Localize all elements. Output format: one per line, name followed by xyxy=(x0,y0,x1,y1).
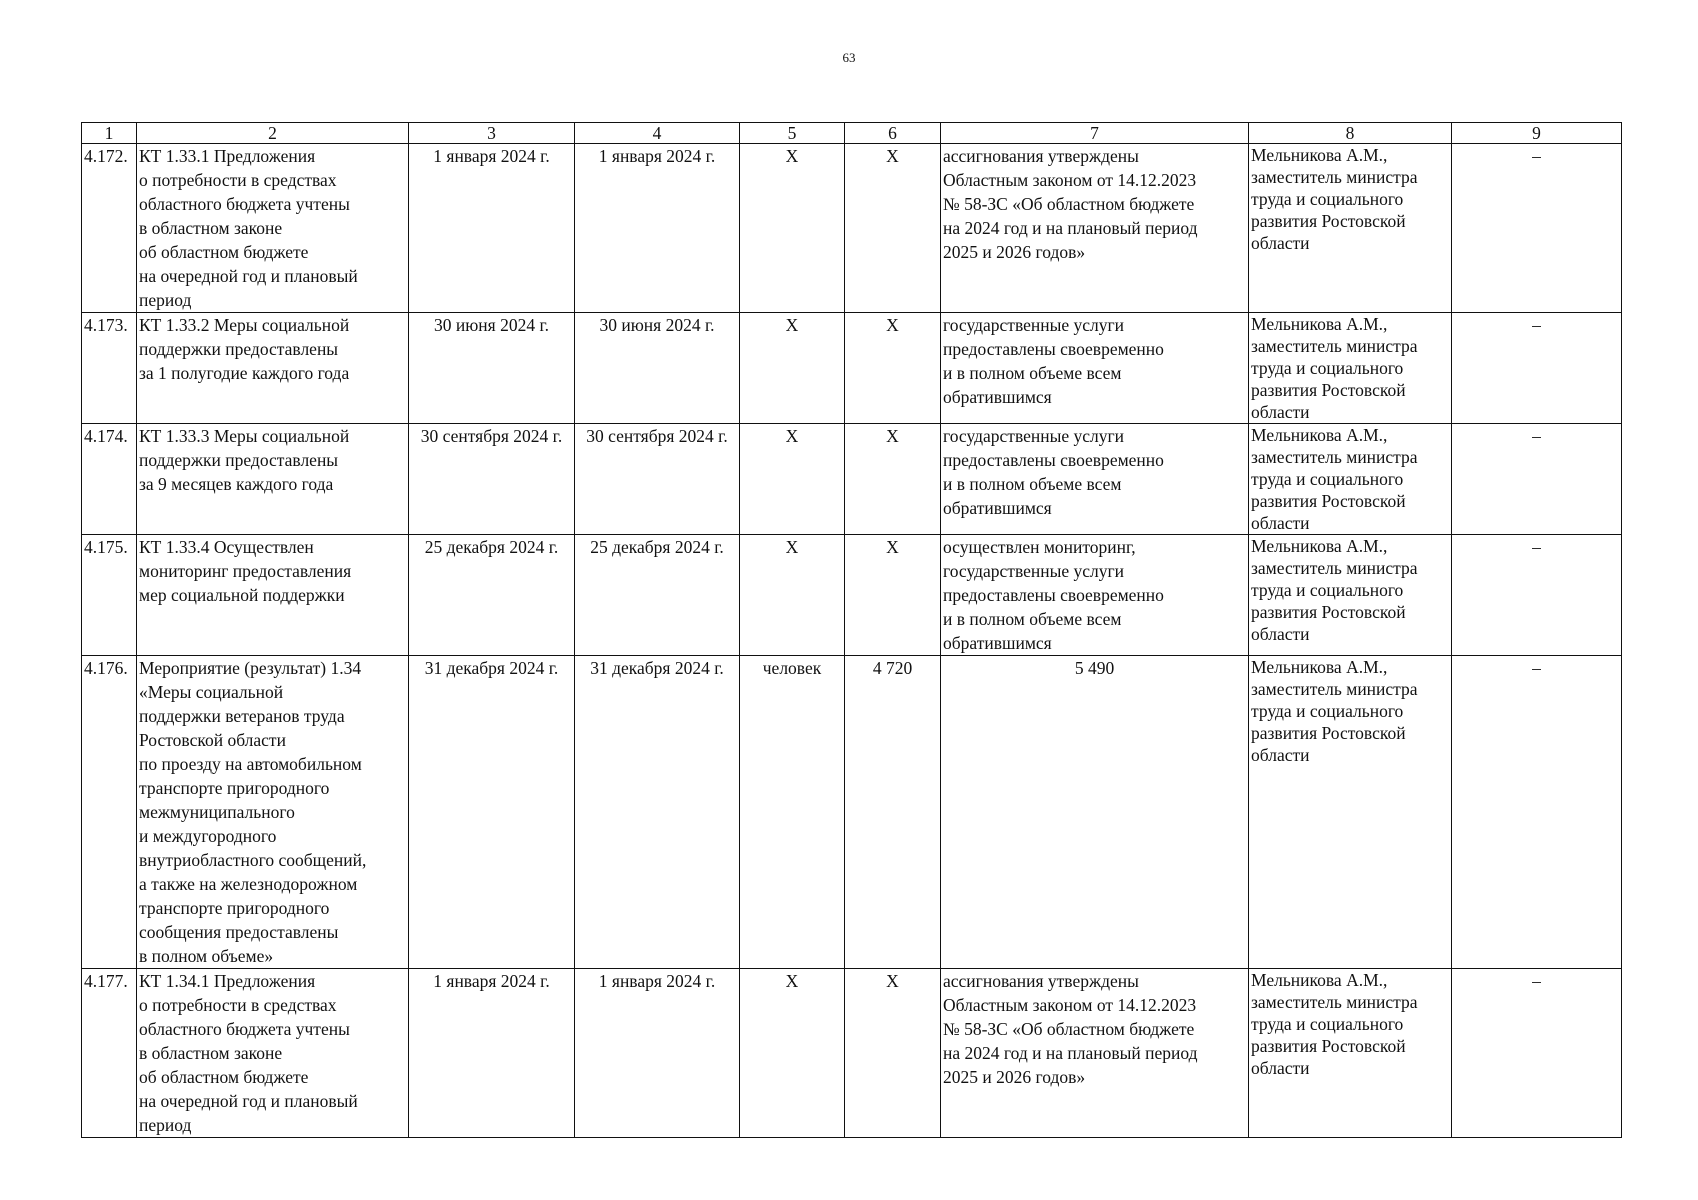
row-number: 4.173. xyxy=(82,313,137,424)
unit-of-measure: Х xyxy=(740,969,845,1138)
responsible-person: Мельникова А.М., заместитель министра труда и социального развития Ростовской области xyxy=(1249,313,1452,424)
result-description: ассигнования утверждены Областным законом от 14.12.2023 № 58-ЗС «Об областном бюджете на 2024 год и на плановый период 2025 и 2026 годов» xyxy=(941,144,1249,313)
column-header-1: 1 xyxy=(82,123,137,144)
base-value: 4 720 xyxy=(845,656,941,969)
responsible-person: Мельникова А.М., заместитель министра труда и социального развития Ростовской области xyxy=(1249,656,1452,969)
table-row xyxy=(82,424,1622,535)
unit-of-measure: Х xyxy=(740,144,845,313)
result-description: осуществлен мониторинг, государственные услуги предоставлены своевременно и в полном объеме всем обратившимся xyxy=(941,535,1249,656)
result-description: 5 490 xyxy=(941,656,1249,969)
base-value: Х xyxy=(845,144,941,313)
responsible-person: Мельникова А.М., заместитель министра труда и социального развития Ростовской области xyxy=(1249,144,1452,313)
row-number: 4.176. xyxy=(82,656,137,969)
table-row xyxy=(82,969,1622,1138)
activity-name: КТ 1.34.1 Предложения о потребности в средствах областного бюджета учтены в областном законе об областном бюджете на очередной год и плановый период xyxy=(137,969,409,1138)
result-description: ассигнования утверждены Областным законом от 14.12.2023 № 58-ЗС «Об областном бюджете на 2024 год и на плановый период 2025 и 2026 годов» xyxy=(941,969,1249,1138)
column-header-6: 6 xyxy=(845,123,941,144)
column-header-9: 9 xyxy=(1452,123,1622,144)
start-date: 30 июня 2024 г. xyxy=(409,313,575,424)
table-body xyxy=(82,144,1622,1138)
base-value: Х xyxy=(845,424,941,535)
responsible-person: Мельникова А.М., заместитель министра труда и социального развития Ростовской области xyxy=(1249,535,1452,656)
start-date: 25 декабря 2024 г. xyxy=(409,535,575,656)
table-row xyxy=(82,144,1622,313)
unit-of-measure: Х xyxy=(740,424,845,535)
base-value: Х xyxy=(845,969,941,1138)
table-row xyxy=(82,535,1622,656)
row-number: 4.174. xyxy=(82,424,137,535)
page-number: 63 xyxy=(842,50,856,65)
table-row xyxy=(82,313,1622,424)
activity-name: КТ 1.33.1 Предложения о потребности в средствах областного бюджета учтены в областном законе об областном бюджете на очередной год и плановый период xyxy=(137,144,409,313)
column-header-2: 2 xyxy=(137,123,409,144)
column-header-5: 5 xyxy=(740,123,845,144)
start-date: 30 сентября 2024 г. xyxy=(409,424,575,535)
activity-name: КТ 1.33.4 Осуществлен мониторинг предоставления мер социальной поддержки xyxy=(137,535,409,656)
row-number: 4.175. xyxy=(82,535,137,656)
note-value: – xyxy=(1452,144,1622,313)
end-date: 31 декабря 2024 г. xyxy=(575,656,740,969)
note-value: – xyxy=(1452,424,1622,535)
table-row xyxy=(82,656,1622,969)
start-date: 31 декабря 2024 г. xyxy=(409,656,575,969)
note-value: – xyxy=(1452,313,1622,424)
end-date: 25 декабря 2024 г. xyxy=(575,535,740,656)
start-date: 1 января 2024 г. xyxy=(409,969,575,1138)
result-description: государственные услуги предоставлены своевременно и в полном объеме всем обратившимся xyxy=(941,424,1249,535)
row-number: 4.172. xyxy=(82,144,137,313)
unit-of-measure: Х xyxy=(740,535,845,656)
column-header-8: 8 xyxy=(1249,123,1452,144)
base-value: Х xyxy=(845,535,941,656)
start-date: 1 января 2024 г. xyxy=(409,144,575,313)
result-description: государственные услуги предоставлены своевременно и в полном объеме всем обратившимся xyxy=(941,313,1249,424)
header-row xyxy=(82,123,1622,144)
responsible-person: Мельникова А.М., заместитель министра труда и социального развития Ростовской области xyxy=(1249,969,1452,1138)
column-header-7: 7 xyxy=(941,123,1249,144)
note-value: – xyxy=(1452,969,1622,1138)
column-header-4: 4 xyxy=(575,123,740,144)
activity-name: КТ 1.33.3 Меры социальной поддержки предоставлены за 9 месяцев каждого года xyxy=(137,424,409,535)
note-value: – xyxy=(1452,535,1622,656)
document-table xyxy=(81,122,1622,1138)
row-number: 4.177. xyxy=(82,969,137,1138)
unit-of-measure: человек xyxy=(740,656,845,969)
activity-name: КТ 1.33.2 Меры социальной поддержки предоставлены за 1 полугодие каждого года xyxy=(137,313,409,424)
responsible-person: Мельникова А.М., заместитель министра труда и социального развития Ростовской области xyxy=(1249,424,1452,535)
end-date: 30 сентября 2024 г. xyxy=(575,424,740,535)
unit-of-measure: Х xyxy=(740,313,845,424)
activity-name: Мероприятие (результат) 1.34 «Меры социальной поддержки ветеранов труда Ростовской области по проезду на автомобильном транспорте пригородного межмуниципального и междугородного внутриобластного сообщений, а также на железнодорожном транспорте пригородного сообщения предоставлены в полном объеме» xyxy=(137,656,409,969)
base-value: Х xyxy=(845,313,941,424)
end-date: 1 января 2024 г. xyxy=(575,144,740,313)
note-value: – xyxy=(1452,656,1622,969)
end-date: 30 июня 2024 г. xyxy=(575,313,740,424)
column-header-3: 3 xyxy=(409,123,575,144)
end-date: 1 января 2024 г. xyxy=(575,969,740,1138)
